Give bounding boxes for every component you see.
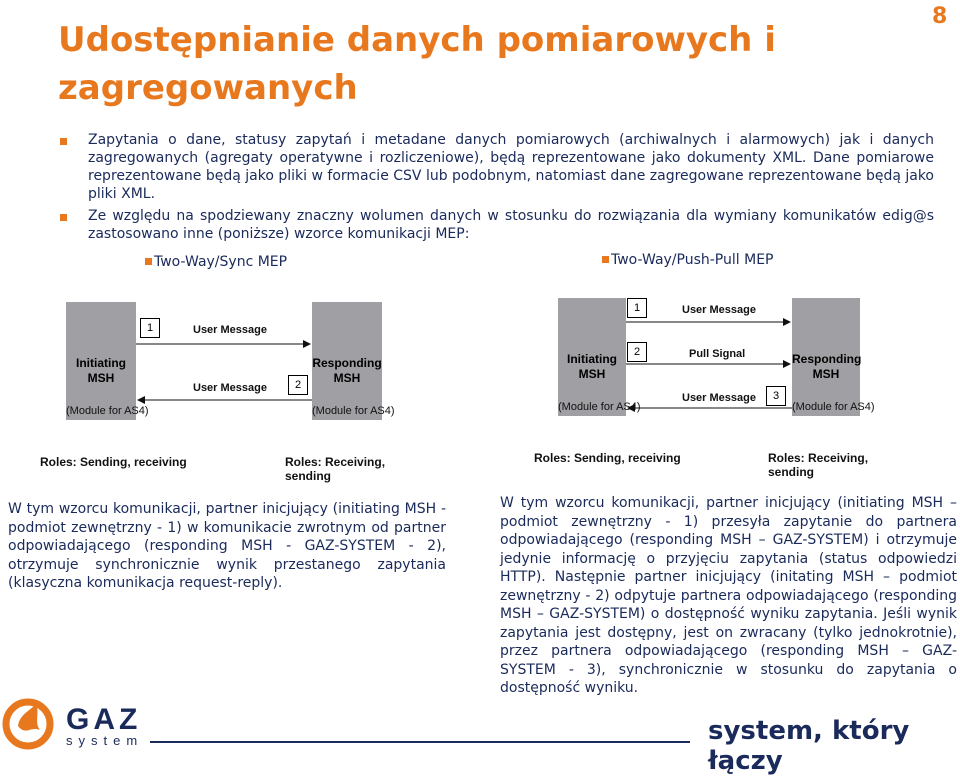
push-pull-mep-diagram: [534, 296, 894, 479]
initiating-module-label: (Module for AS4): [66, 405, 149, 417]
sync-msg-1: User Message: [193, 324, 267, 336]
step-3-badge: 3: [766, 386, 786, 406]
sync-msg-2: User Message: [193, 382, 267, 394]
bullet-icon: [60, 214, 67, 221]
push-pull-msg-1: User Message: [682, 304, 756, 316]
step-2-badge: 2: [627, 342, 647, 362]
initiating-msh-box: Initiating MSH: [66, 302, 136, 420]
bullet-text-2: Ze względu na spodziewany znaczny wolumen danych w stosunku do rozwiązania dla wymiany komunikatów edig@s zastosowano inne (poniższe) wzorce komunikacji MEP:: [88, 208, 934, 242]
push-pull-roles-left: Roles: Sending, receiving: [534, 451, 681, 465]
push-pull-roles-right: Roles: Receiving, sending: [768, 451, 869, 479]
gaz-logo: GAZ: [66, 703, 142, 736]
gaz-logo-sub: system: [66, 733, 144, 748]
bullet-icon: [602, 256, 609, 263]
pattern-label-push-pull: Two-Way/Push-Pull MEP: [602, 251, 773, 269]
gaz-flame-icon: [6, 702, 50, 746]
sync-roles-left: Roles: Sending, receiving: [40, 455, 187, 469]
step-1-badge: 1: [140, 318, 160, 338]
push-pull-msg-3: User Message: [682, 392, 756, 404]
initiating-module-label: (Module for AS4): [558, 401, 641, 413]
bullet-text-1: Zapytania o dane, statusy zapytań i metadane danych pomiarowych (archiwalnych i alarmowych) jak i danych zagregowanych (agregaty operatywne i rozliczeniowe), będą reprezentowane jako dokumenty XML. Dane pomiarowe reprezentowane będą jako pliki w formacie CSV lub podobnym, natomiast dane zagregowane reprezentowane będą jako pliki XML.: [88, 132, 935, 202]
push-pull-msg-2: Pull Signal: [689, 348, 746, 360]
bullet-icon: [145, 258, 152, 265]
responding-msh-box: Responding MSH: [792, 298, 860, 416]
step-2-badge: 2: [288, 375, 308, 395]
step-1-badge: 1: [627, 298, 647, 318]
pattern-label-sync: Two-Way/Sync MEP: [145, 253, 287, 271]
responding-module-label: (Module for AS4): [312, 405, 395, 417]
push-pull-arrows: [534, 296, 894, 468]
push-pull-description: W tym wzorcu komunikacji, partner inicjujący (initiating MSH – podmiot zewnętrzny - 1) przesyła zapytanie do partnera odpowiadającego (responding MSH – GAZ-SYSTEM) i otrzymuje jedynie informację o przyjęciu zapytania (status odpowiedzi HTTP). Następnie partner inicjujący (initating MSH – podmiot zewnętrzny - 2) odpytuje partnera odpowiadającego (responding MSH – GAZ-SYSTEM) o dostępność wyniku zapytania. Jeśli wynik zapytania jest dostępny, jest on zwracany (tylko jednokrotnie), przez partnera odpowiadającego (responding MSH – GAZ-SYSTEM - 3), synchronicznie w stosunku do zapytania o dostępność wyniku.: [500, 495, 957, 696]
sync-mep-diagram: [40, 300, 420, 483]
page-number: 8: [932, 4, 948, 29]
sync-roles-right: Roles: Receiving, sending: [285, 455, 386, 483]
bullet-icon: [60, 138, 67, 145]
initiating-msh-box: Initiating MSH: [558, 298, 626, 416]
slogan: system, który łączy: [708, 716, 910, 776]
responding-module-label: (Module for AS4): [792, 401, 875, 413]
page-title: Udostępnianie danych pomiarowych i zagregowanych: [58, 20, 776, 108]
sync-description: W tym wzorcu komunikacji, partner inicjujący (initiating MSH - podmiot zewnętrzny - 1) w komunikacie zwrotnym od partner odpowiadającego (responding MSH - GAZ-SYSTEM - 2), otrzymuje synchronicznie wynik przestanego zapytania (klasyczna komunikacja request-reply).: [8, 501, 446, 591]
responding-msh-box: Responding MSH: [312, 302, 382, 420]
